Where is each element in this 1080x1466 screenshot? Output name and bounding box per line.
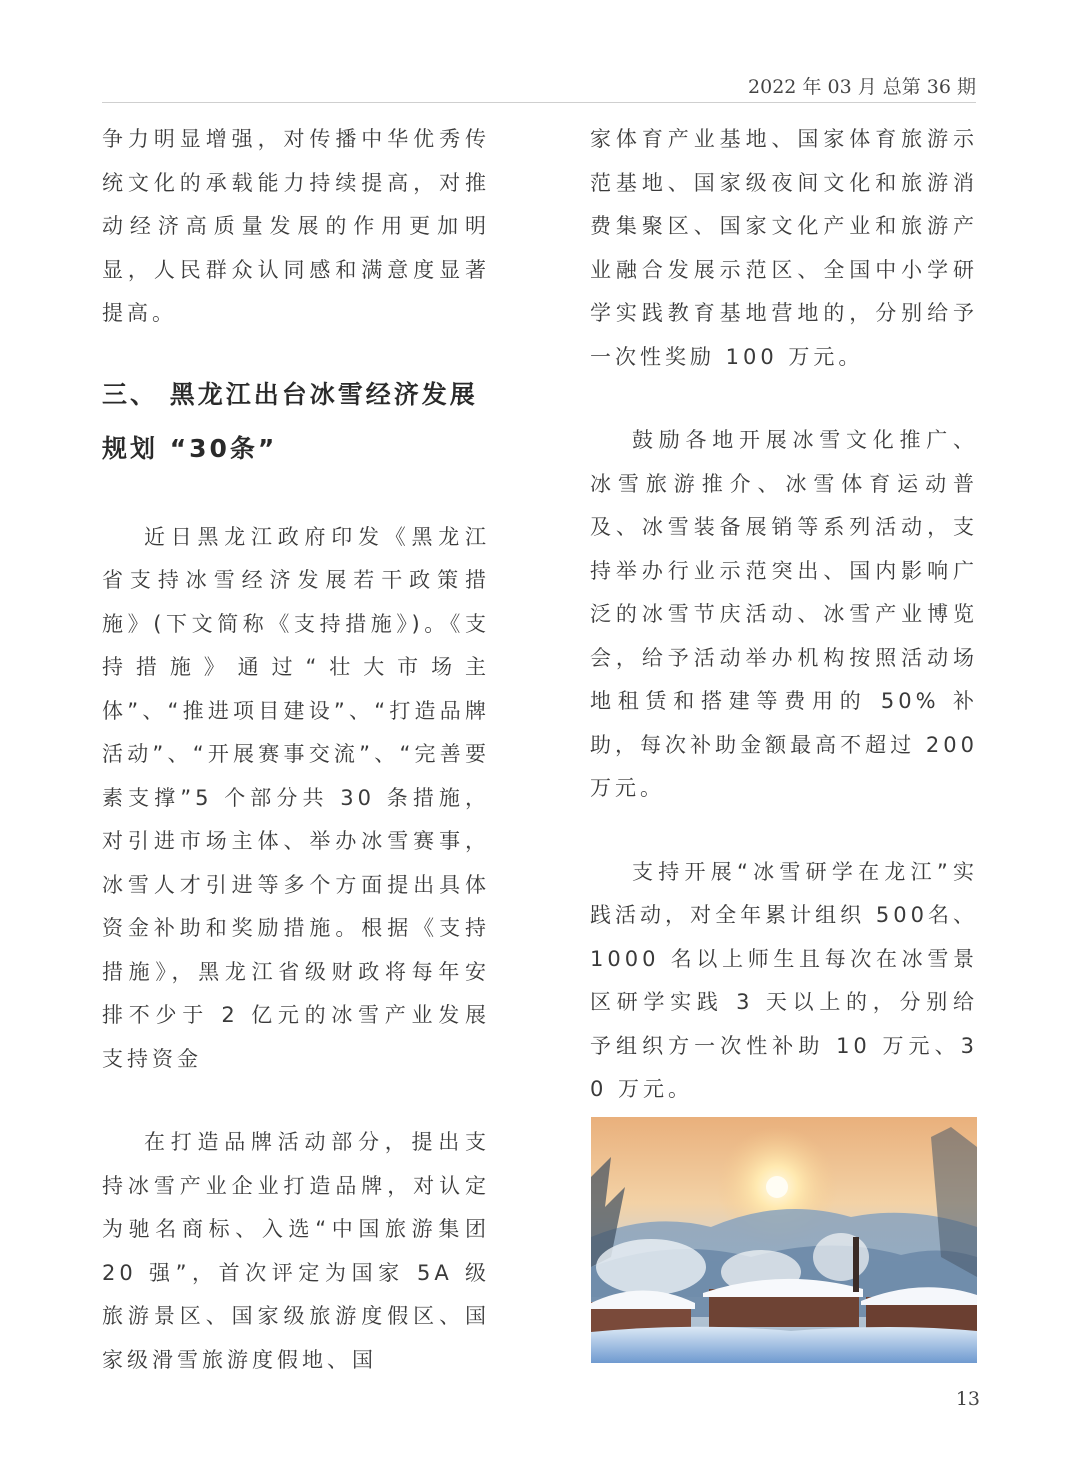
snow-village-photo bbox=[591, 1117, 977, 1363]
section-heading: 三、 黑龙江出台冰雪经济发展规划 “30条” bbox=[102, 379, 478, 463]
right-column bbox=[590, 118, 978, 1112]
left-paragraph-2: 近日黑龙江政府印发《黑龙江省支持冰雪经济发展若干政策措施》(下文简称《支持措施》)。《支持措施》通过“壮大市场主体”、“推进项目建设”、“打造品牌活动”、“开展赛事交流”、“完善要素支撑”5 个部分共 30 条措施，对引进市场主体、举办冰雪赛事，冰雪人才引进等多个方面提出具体资金补助和奖励措施。根据《支持措施》，黑龙江省级财政将每年安排不少于 2 亿元的冰雪产业发展支持资金 bbox=[102, 524, 490, 1071]
issue-header bbox=[102, 72, 976, 103]
page-number: 13 bbox=[955, 1388, 980, 1410]
right-paragraph-1: 家体育产业基地、国家体育旅游示范基地、国家级夜间文化和旅游消费集聚区、国家文化产业和旅游产业融合发展示范区、全国中小学研学实践教育基地营地的，分别给予一次性奖励 100 万元。 bbox=[590, 127, 978, 369]
right-paragraph-3: 支持开展“冰雪研学在龙江”实践活动，对全年累计组织 500名、1000 名以上师生且每次在冰雪景区研学实践 3 天以上的，分别给予组织方一次性补助 10 万元、30 万元。 bbox=[590, 859, 978, 1101]
snow-village-illustration bbox=[591, 1117, 977, 1363]
right-paragraph-2: 鼓励各地开展冰雪文化推广、冰雪旅游推介、冰雪体育运动普及、冰雪装备展销等系列活动，支持举办行业示范突出、国内影响广泛的冰雪节庆活动、冰雪产业博览会，给予活动举办机构按照活动场地租赁和搭建等费用的 50% 补助，每次补助金额最高不超过 200 万元。 bbox=[590, 428, 978, 800]
left-column bbox=[102, 118, 490, 1382]
left-paragraph-3: 在打造品牌活动部分，提出支持冰雪产业企业打造品牌，对认定为驰名商标、入选“中国旅游集团 20 强”，首次评定为国家 5A 级旅游景区、国家级旅游度假区、国家级滑雪旅游度假地、国 bbox=[102, 1130, 490, 1372]
issue-label: 2022 年 03 月 总第 36 期 bbox=[748, 76, 976, 98]
left-paragraph-1: 争力明显增强，对传播中华优秀传统文化的承载能力持续提高，对推动经济高质量发展的作用更加明显，人民群众认同感和满意度显著提高。 bbox=[102, 127, 490, 325]
